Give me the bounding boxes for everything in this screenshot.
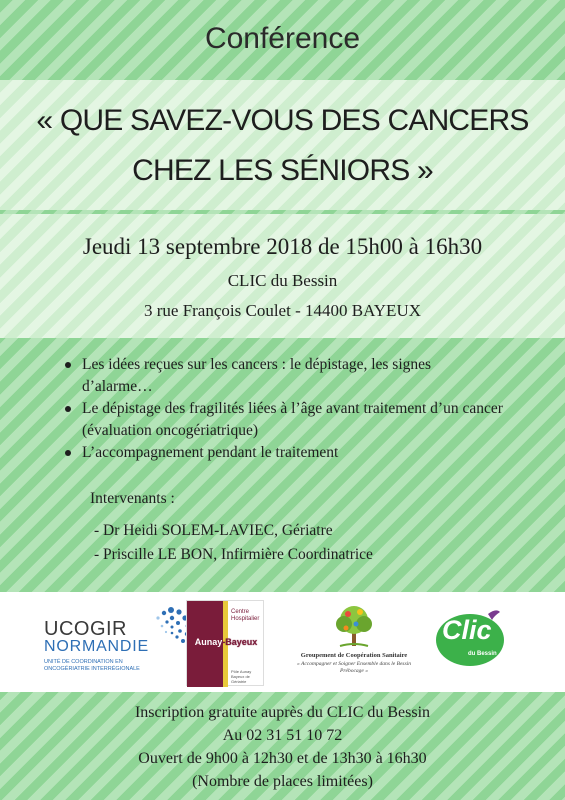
topic-item: Les idées reçues sur les cancers : le dépistage, les signes d’alarme… <box>64 354 504 398</box>
title-line-1: « QUE SAVEZ-VOUS DES CANCERS <box>36 104 529 137</box>
conference-label: Conférence <box>204 22 361 55</box>
topic-item: Le dépistage des fragilités liées à l’âge avant traitement d’un cancer (évaluation oncogériatrique) <box>64 398 504 442</box>
footer-limited-seats: (Nombre de places limitées) <box>192 773 373 790</box>
hospital-top-label: Centre Hospitalier <box>231 609 260 622</box>
speakers-heading: Intervenants : <box>90 490 175 507</box>
topics-list <box>64 354 504 464</box>
speaker-item: - Dr Heidi SOLEM-LAVIEC, Gériatre <box>94 522 333 539</box>
hospital-name-part2: -Bayeux <box>222 637 258 647</box>
hospital-foot-label: Pôle Aunay Bayeux de Gériatrie <box>231 669 252 684</box>
clic-sub: du Bessin <box>468 651 497 657</box>
event-address: 3 rue François Coulet - 14400 BAYEUX <box>143 301 421 320</box>
gcs-motto: « Accompagner et Soigner Ensemble dans le Bessin Prébocage » <box>296 661 411 674</box>
event-venue: CLIC du Bessin <box>227 271 338 290</box>
event-date: Jeudi 13 septembre 2018 de 15h00 à 16h30 <box>82 234 483 259</box>
hospital-name-part1: Aunay <box>194 637 223 647</box>
gcs-logo <box>286 602 422 682</box>
conference-title <box>0 96 565 196</box>
clic-logo <box>434 608 506 668</box>
ucogir-name: UCOGIR <box>44 618 127 640</box>
footer-registration: Inscription gratuite auprès du CLIC du Bessin <box>134 704 431 721</box>
ucogir-region: NORMANDIE <box>44 638 149 655</box>
hospital-name <box>187 637 265 647</box>
ucogir-tagline: UNITÉ DE COORDINATION EN ONCOGÉRIATRIE INTERRÉGIONALE <box>44 659 140 672</box>
ucogir-logo <box>44 604 156 672</box>
speaker-item: - Priscille LE BON, Infirmière Coordinatrice <box>94 546 373 563</box>
footer-phone: Au 02 31 51 10 72 <box>222 727 343 744</box>
gcs-title: Groupement de Coopération Sanitaire <box>300 652 408 659</box>
footer-hours: Ouvert de 9h00 à 12h30 et de 13h30 à 16h30 <box>138 750 427 767</box>
hospital-logo <box>186 600 264 686</box>
tree-icon <box>286 602 422 652</box>
topic-item: L’accompagnement pendant le traitement <box>64 442 504 464</box>
clic-word: Clic <box>442 615 492 645</box>
title-line-2: CHEZ LES SÉNIORS » <box>132 154 433 187</box>
